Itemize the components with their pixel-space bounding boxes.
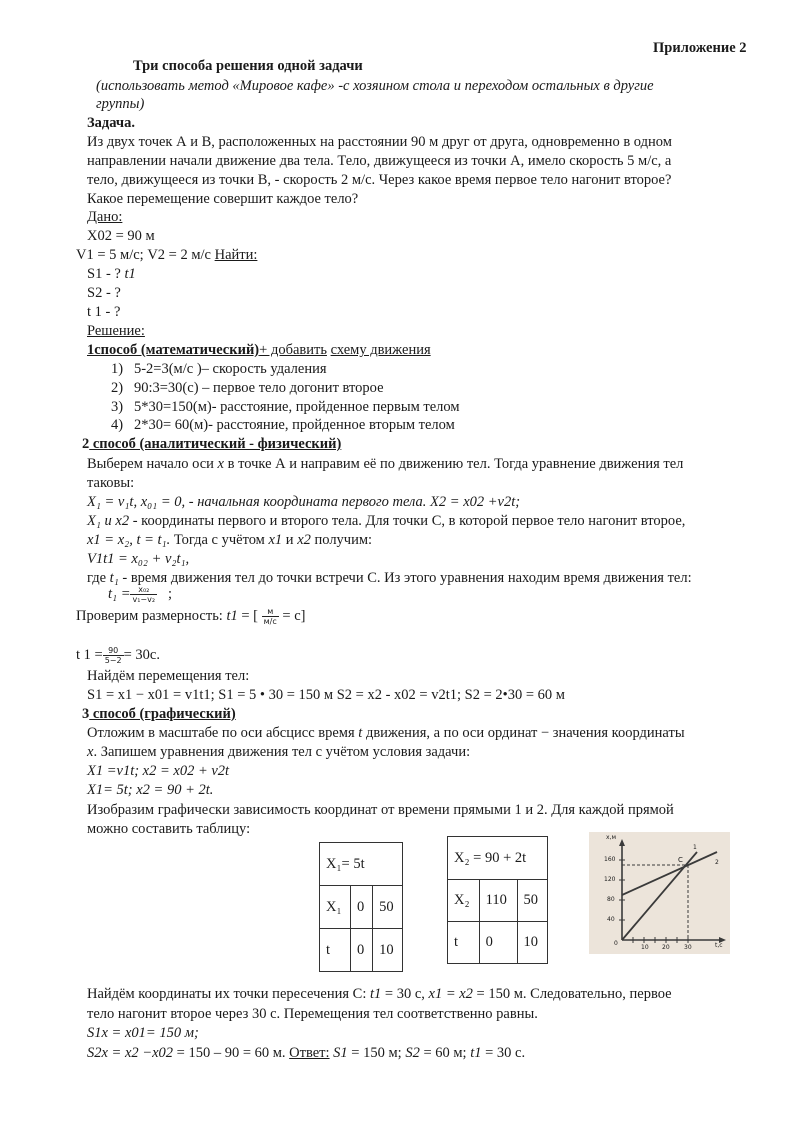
page-title: Три способа решения одной задачи <box>133 58 363 74</box>
method2-p1-cont: таковы: <box>87 475 135 491</box>
graph-x-label: t,с <box>715 942 723 949</box>
method1-scheme: схему движения <box>330 342 431 358</box>
method2-p2: X₁ и x2 - координаты первого и второго тела. Для точки С, в которой первое тело нагонит второе, <box>87 513 686 529</box>
method1-heading-row <box>87 341 431 359</box>
task-heading: Задача. <box>87 115 135 131</box>
graph-y-tick: 80 <box>607 896 615 903</box>
given-v: V1 = 5 м/с; V2 = 2 м/с <box>76 247 211 263</box>
given-label: Дано: <box>87 209 123 225</box>
graph-point-c: C <box>678 856 683 864</box>
method1-step: 2) 90:3=30(с) – первое тело догонит второе <box>111 380 384 396</box>
graph-line2-label: 2 <box>715 859 719 866</box>
method2-disp-eq: S1 = x1 − x01 = v1t1; S1 = 5 • 30 = 150 м S2 = x2 - x02 = v2t1; S2 = 2•30 = 60 м <box>87 687 565 703</box>
method2-heading-row <box>82 435 341 453</box>
method2-eq1: X₁ = v₁t, x₀₁ = 0, - начальная координата первого тела. X2 = x02 +v2t; <box>87 494 521 510</box>
graph-x-tick: 10 <box>641 944 649 951</box>
method3-eq1: X1 =v1t; x2 = x02 + v2t <box>87 763 230 779</box>
given-velocities <box>76 246 257 264</box>
method-note-line1: (использовать метод «Мировое кафе» -с хозяином стола и переходом остальных в другие <box>96 78 654 94</box>
method3-num: 3 <box>82 706 90 722</box>
method2-eq2: V1t1 = x₀₂ + v₂t₁, <box>87 551 190 567</box>
graph-y-tick: 160 <box>604 856 616 863</box>
task-line: Из двух точек А и В, расположенных на расстоянии 90 м друг от друга, одновременно в одном <box>87 134 672 150</box>
method3-eq2: X1= 5t; x2 = 90 + 2t. <box>87 782 214 798</box>
graph-y-label: x,м <box>606 834 616 841</box>
method1-heading: 1способ (математический) <box>87 342 260 358</box>
result-p2: тело нагонит второе через 30 с. Перемещения тел соответственно равны. <box>87 1006 538 1022</box>
method1-step: 3) 5*30=150(м)- расстояние, пройденное первым телом <box>111 399 460 415</box>
find-t1-extra: t1 <box>124 266 136 282</box>
graph-x-tick: 30 <box>684 944 692 951</box>
find-label: Найти: <box>214 247 258 263</box>
method2-heading: способ (аналитический - физический) <box>89 436 342 452</box>
appendix-label: Приложение 2 <box>653 40 747 56</box>
method1-step: 4) 2*30= 60(м)- расстояние, пройденное вторым телом <box>111 417 455 433</box>
method3-p4: можно составить таблицу: <box>87 821 251 837</box>
method2-formula: t₁ = $\frac{\text{x₀₂}}{\text{v₁−v₂}}$ ; <box>108 585 172 605</box>
task-line: тело, движущееся из точки В, - скорость 2 м/с. Через какое время первое тело нагонит второе? <box>87 172 672 188</box>
find-s1-text: S1 - ? <box>87 266 121 282</box>
method-note-line2: группы) <box>96 96 145 112</box>
graph-x-tick: 20 <box>662 944 670 951</box>
method2-disp-label: Найдём перемещения тел: <box>87 668 250 684</box>
method2-calc: t 1 = $\frac{90}{5-2}$ = 30с. <box>76 646 160 666</box>
find-s1 <box>87 265 136 283</box>
task-line: направлении начали движение два тела. Тело, движущееся из точки А, имело скорость 5 м/с, а <box>87 153 672 169</box>
find-t1: t 1 - ? <box>87 304 121 320</box>
method2-num: 2 <box>82 436 90 452</box>
result-answer-row: S2x = x2 −x02 = 150 – 90 = 60 м. Ответ: S1 = 150 м; S2 = 60 м; t1 = 30 с. <box>87 1045 526 1061</box>
unit-fraction: $\frac{м}{м/с}$ <box>263 607 277 627</box>
graph-y-tick: 120 <box>604 876 616 883</box>
given-x02: X02 = 90 м <box>87 228 155 244</box>
method2-p1: Выберем начало оси x в точке А и направим её по движению тел. Тогда уравнение движения тел <box>87 456 684 472</box>
method3-heading: способ (графический) <box>89 706 236 722</box>
result-s1x: S1x = x01= 150 м; <box>87 1025 199 1041</box>
graph-line-2 <box>622 852 717 895</box>
task-line: Какое перемещение совершит каждое тело? <box>87 191 359 207</box>
table-x1: X₁= 5t X₁ 0 50 t 0 10 <box>319 842 403 972</box>
table-x2-title: X₂ = 90 + 2t <box>448 837 548 880</box>
method1-plus: + добавить <box>259 342 327 358</box>
method2-p4: где t₁ - время движения тел до точки встречи С. Из этого уравнения находим время движения тел: <box>87 570 692 586</box>
graph-line1-label: 1 <box>693 844 697 851</box>
solution-label: Решение: <box>87 323 145 339</box>
table-x1-title: X₁= 5t <box>320 843 403 886</box>
graph-svg <box>589 832 730 954</box>
formula-fraction: $\frac{\text{x₀₂}}{\text{v₁−v₂}}$ <box>132 585 156 605</box>
coordinate-time-graph <box>589 832 730 954</box>
method1-step: 1) 5-2=3(м/с )– скорость удаления <box>111 361 327 377</box>
graph-y-tick: 40 <box>607 916 615 923</box>
result-p1: Найдём координаты их точки пересечения С: t1 = 30 с, x1 = x2 = 150 м. Следовательно, первое <box>87 986 672 1002</box>
calc-fraction: $\frac{90}{5-2}$ <box>104 646 122 666</box>
method3-p2: x. Запишем уравнения движения тел с учётом условия задачи: <box>87 744 471 760</box>
method2-dimension-check: Проверим размерность: t1 = [ $\frac{м}{м/с}$ = с] <box>76 607 306 627</box>
method3-p3: Изобразим графически зависимость координат от времени прямыми 1 и 2. Для каждой прямой <box>87 802 674 818</box>
method3-heading-row <box>82 705 236 723</box>
method3-p1: Отложим в масштабе по оси абсцисс время t движения, а по оси ординат − значения координаты <box>87 725 685 741</box>
find-s2: S2 - ? <box>87 285 121 301</box>
answer-label: Ответ: <box>289 1045 330 1061</box>
graph-origin: 0 <box>614 940 618 947</box>
method2-p3: x1 = x₂, t = t₁. Тогда с учётом x1 и x2 получим: <box>87 532 373 548</box>
table-x2: X₂ = 90 + 2t X₂ 110 50 t 0 10 <box>447 836 548 964</box>
